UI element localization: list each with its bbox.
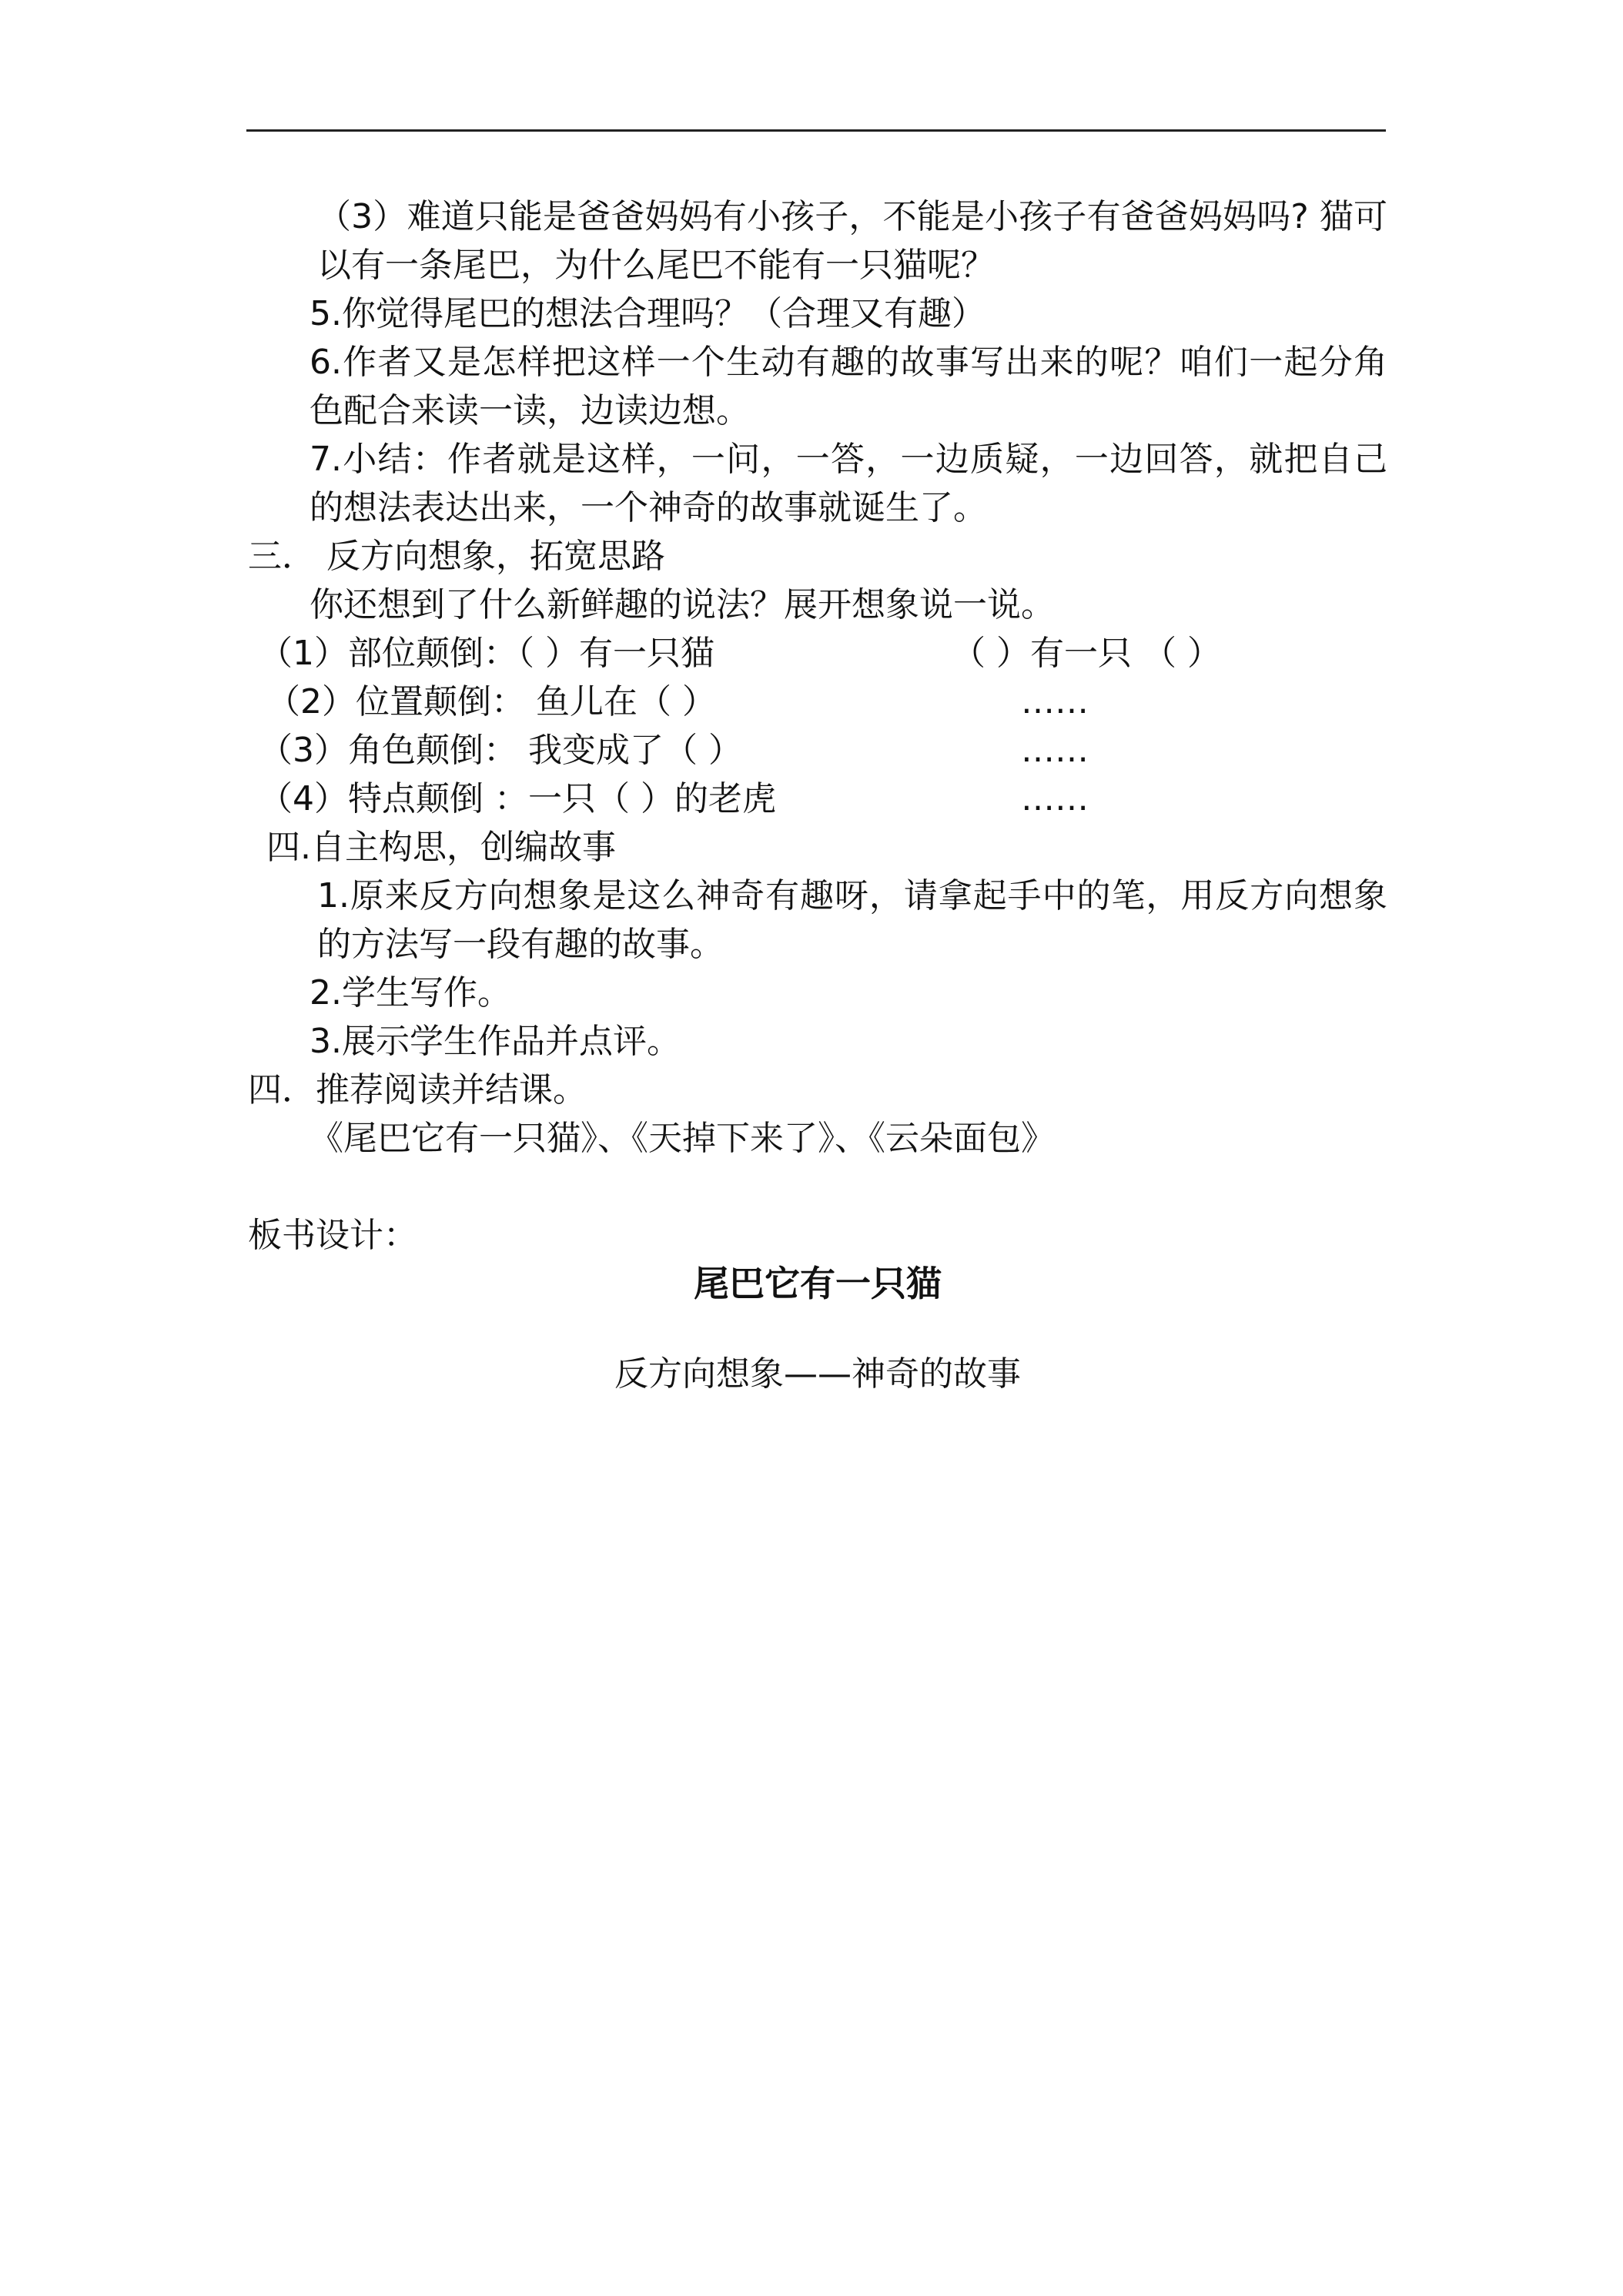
section-heading-5: 四．推荐阅读并结课。: [248, 1070, 587, 1110]
board-subtitle: 反方向想象——神奇的故事: [614, 1354, 1021, 1394]
fill-blank-4-right: ……: [1021, 779, 1089, 818]
paragraph-student-writing: 2.学生写作。: [310, 973, 511, 1012]
fill-blank-2-left: （2）位置颠倒： 鱼儿在（ ）: [266, 682, 716, 721]
fill-blank-4-left: （4）特点颠倒 ：一只（ ）的老虎: [259, 779, 776, 818]
board-title: 尾巴它有一只猫: [694, 1263, 942, 1304]
header-rule: [246, 129, 1386, 132]
fill-blank-row-4: [248, 775, 1387, 823]
board-design-label: 板书设计：: [248, 1216, 417, 1255]
fill-blank-3-right: ……: [1021, 731, 1089, 770]
fill-blank-2-right: ……: [1021, 682, 1089, 721]
section-heading-3: 三． 反方向想象，拓宽思路: [248, 537, 665, 576]
paragraph-writing-task: 1.原来反方向想象是这么神奇有趣呀，请拿起手中的笔，用反方向想象的方法写一段有趣的故事。: [317, 876, 1387, 964]
paragraph-showcase: 3.展示学生作品并点评。: [310, 1022, 681, 1061]
fill-blank-row-3: [248, 726, 1387, 775]
title-gap: [248, 1308, 1387, 1350]
fill-blank-1-right: （ ）有一只 （ ）: [952, 634, 1221, 673]
paragraph-item-7: 7.小结：作者就是这样，一问，一答，一边质疑，一边回答，就把自己的想法表达出来，一个神奇的故事就诞生了。: [310, 440, 1387, 527]
fill-blank-3-left: （3）角色颠倒： 我变成了（ ）: [259, 731, 742, 770]
paragraph-item-5: 5.你觉得尾巴的想法合理吗？（合理又有趣）: [310, 294, 986, 333]
paragraph-prompt: 你还想到了什么新鲜趣的说法？展开想象说一说。: [310, 585, 1055, 624]
section-heading-4: 四.自主构思，创编故事: [266, 828, 616, 867]
fill-blank-row-2: [248, 678, 1387, 726]
fill-blank-row-1: [248, 629, 1387, 678]
paragraph-item-6: 6.作者又是怎样把这样一个生动有趣的故事写出来的呢？咱们一起分角色配合来读一读，边读边想。: [310, 343, 1387, 430]
document-body: [248, 192, 1387, 1398]
paragraph-reading-list: 《尾巴它有一只猫》、《天掉下来了》、《云朵面包》: [310, 1119, 1055, 1158]
blank-line: [248, 1163, 1387, 1211]
paragraph-question-3: （3）难道只能是爸爸妈妈有小孩子，不能是小孩子有爸爸妈妈吗? 猫可以有一条尾巴，为什么尾巴不能有一只猫呢？: [317, 197, 1387, 285]
fill-blank-1-left: （1）部位颠倒：（ ）有一只猫: [259, 634, 714, 673]
